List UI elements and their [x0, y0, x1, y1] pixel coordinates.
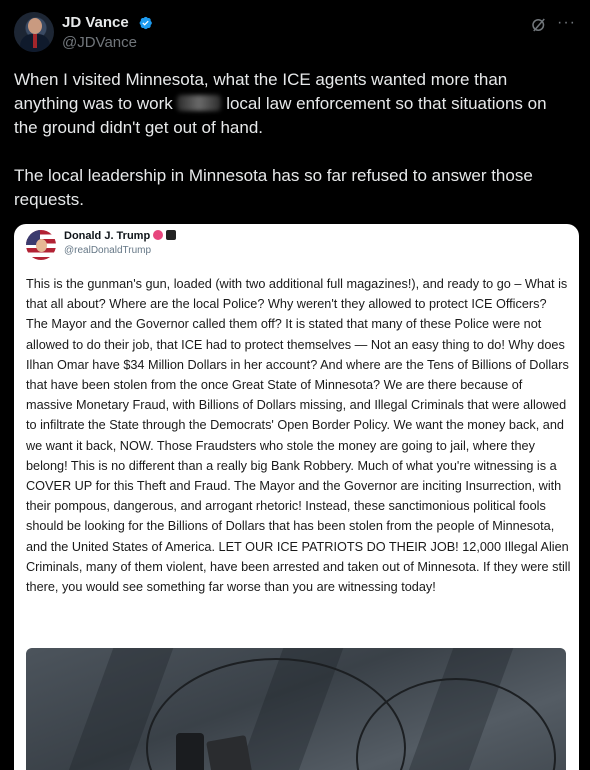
affiliate-badge-icon: [166, 230, 176, 240]
verified-badge-icon: [137, 15, 153, 31]
post-text: [14, 68, 574, 236]
quoted-post-text: This is the gunman's gun, loaded (with two additional full magazines!), and ready to go – What is that all about? Where are the local Police? Why weren't they allowed to protect ICE Officers? The Mayor and the Governor called them off? It is stated that many of these Police were not allowed to do their job, that ICE had to protect themselves — Not an easy thing to do! Why does Ilhan Omar have $34 Million Dollars in her account? And where are the Tens of Billions of Dollars that have been stolen from the once Great State of Minnesota? We are there because of massive Monetary Fraud, with Billions of Dollars missing, and Illegal Criminals that were allowed to infiltrate the State through the Democrats' Open Border Policy. We want the money back, and we want it back, NOW. Those Fraudsters who stole the money are going to jail, where they belong! This is no different than a really big Bank Robbery. Much of what you're witnessing is a COVER UP for this Theft and Fraud. The Mayor and the Governor are inciting Insurrection, with their pompous, dangerous, and arrogant rhetoric! Instead, these sanctimonious political fools should be looking for the Billions of Dollars that has been stolen from the people of Minnesota, and the United States of America. LET OUR ICE PATRIOTS DO THEIR JOB! 12,000 Illegal Alien Criminals, many of them violent, have been arrested and taken out of Minnesota. If they were still there, you would see something far worse than you are witnessing today!: [26, 277, 571, 595]
author-avatar[interactable]: [14, 12, 54, 52]
post-header: [14, 12, 576, 56]
author-display-name[interactable]: JD Vance: [62, 14, 129, 32]
quoted-author-avatar: [26, 230, 56, 260]
post-paragraph-1: When I visited Minnesota, what the ICE agents wanted more than anything was to work local law enforcement so that situations on the ground didn't get out of hand.: [14, 70, 547, 137]
more-options-icon[interactable]: ···: [557, 14, 576, 31]
obscured-word: [177, 95, 221, 111]
verified-badge-icon: [153, 230, 163, 240]
post-paragraph-2: The local leadership in Minnesota has so far refused to answer those requests.: [14, 166, 533, 209]
author-handle[interactable]: @JDVance: [62, 34, 137, 51]
quoted-author-name: Donald J. Trump: [64, 230, 176, 242]
gun-photo: [26, 648, 566, 770]
author-names: [62, 14, 153, 51]
grok-icon[interactable]: [530, 16, 548, 34]
quoted-author-handle: @realDonaldTrump: [64, 245, 152, 256]
quoted-post-image[interactable]: [14, 224, 579, 770]
